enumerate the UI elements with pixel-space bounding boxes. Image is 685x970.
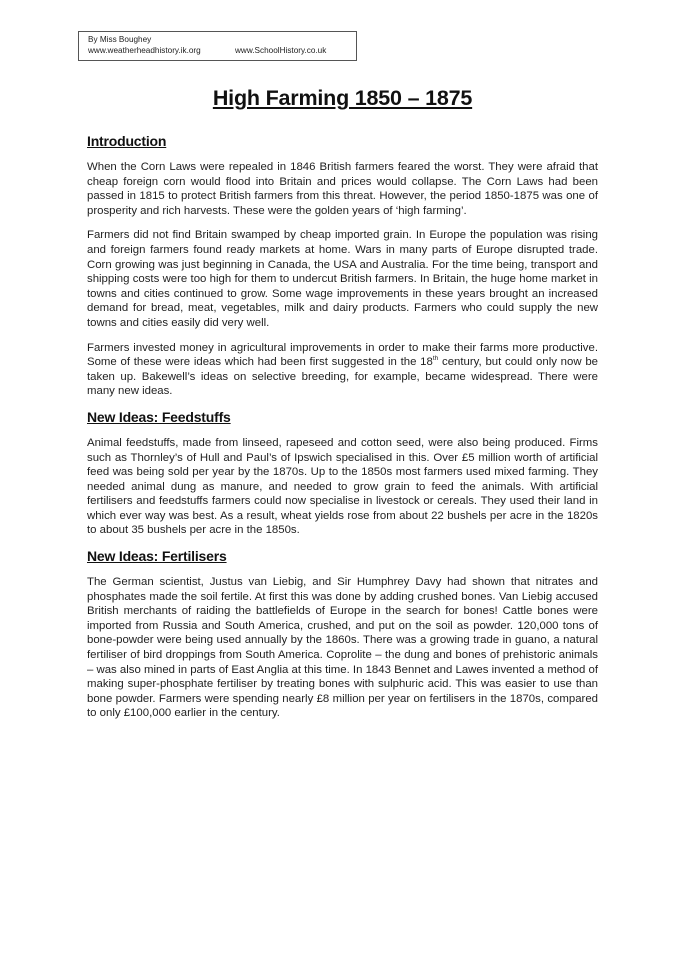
paragraph: Farmers did not find Britain swamped by cheap imported grain. In Europe the population was rising and foreign farmers found ready markets at home. Wars in many parts of Europe disrupted trade. Corn growing was just beginning in Canada, the USA and Australia. For the time being, transport and shipping costs were too high for them to undercut British farmers. In Britain, the huge home market in towns and cities continued to grow. Some wage improvements in these years brought an increased demand for bread, meat, vegetables, milk and dairy products. Farmers who could supply the new towns and cities easily did very well. (87, 229, 598, 329)
section-feedstuffs (87, 409, 598, 538)
section-heading: New Ideas: Fertilisers (87, 548, 227, 565)
ordinal-superscript: th (432, 355, 439, 363)
section-fertilisers (87, 548, 598, 721)
author-credit: By Miss Boughey (88, 35, 152, 44)
paragraph-text: century, but could only now be taken up. Bakewell’s ideas on selective breeding, for example, became widespread. There were many new ideas. (87, 356, 598, 398)
schoolhistory-url: www.SchoolHistory.co.uk (235, 45, 327, 55)
section-heading: New Ideas: Feedstuffs (87, 408, 231, 425)
paragraph: The German scientist, Justus van Liebig, and Sir Humphrey Davy had shown that nitrates and phosphates made the soil fertile. At first this was done by adding crushed bones. Van Liebig accused British merchants of raiding the battlefields of Europe in the search for bones! Cattle bones were imported from Russia and South America, crushed, and put on the soil as powder. 120,000 tons of bone-powder were being used annually by the 1860s. There was a growing trade in guano, a natural fertiliser of bird droppings from South America. Coprolite – the dung and bones of prehistoric animals – was also mined in parts of East Anglia at this time. In 1843 Bennet and Lawes invented a method of making super-phosphate fertiliser by treating bones with sulphuric acid. This was easier to use than bone powder. Farmers were spending nearly £8 million per year on fertilisers in the 1870s, compared to only £100,000 earlier in the century. (87, 576, 598, 720)
section-introduction (87, 133, 598, 399)
credit-urls (88, 46, 356, 57)
section-heading: Introduction (87, 133, 167, 149)
weatherhead-history-url: www.weatherheadhistory.ik.org (88, 45, 201, 55)
document-body (87, 133, 598, 731)
paragraph: Animal feedstuffs, made from linseed, rapeseed and cotton seed, were also being produced. Firms such as Thornley’s of Hull and Paul’s of Ipswich specialised in this. Over £5 million worth of artificial feed was being sold per year by the 1870s. Up to the 1850s most farmers used mixed farming. They needed animal dung as manure, and needed to grow grain to feed the animals. With artificial fertilisers and feedstuffs farmers could now specialise in livestock or cereals. They used their land in which ever way was best. As a result, wheat yields rose from about 22 bushels per acre in the 1820s to about 35 bushels per acre in the 1850s. (87, 436, 598, 537)
paragraph (87, 341, 598, 399)
paragraph-text: Farmers invested money in agricultural improvements in order to make their farms more productive. Some of these were ideas which had been first suggested in the 18 (87, 341, 598, 369)
credit-box (78, 31, 357, 61)
paragraph: When the Corn Laws were repealed in 1846 British farmers feared the worst. They were afraid that cheap foreign corn would flood into Britain and prices would collapse. The Corn Laws had been passed in 1815 to protect British farmers from this threat. However, the period 1850-1875 was one of prosperity and rich harvests. These were the golden years of ‘high farming’. (87, 161, 598, 217)
page-title: High Farming 1850 – 1875 (212, 86, 473, 110)
